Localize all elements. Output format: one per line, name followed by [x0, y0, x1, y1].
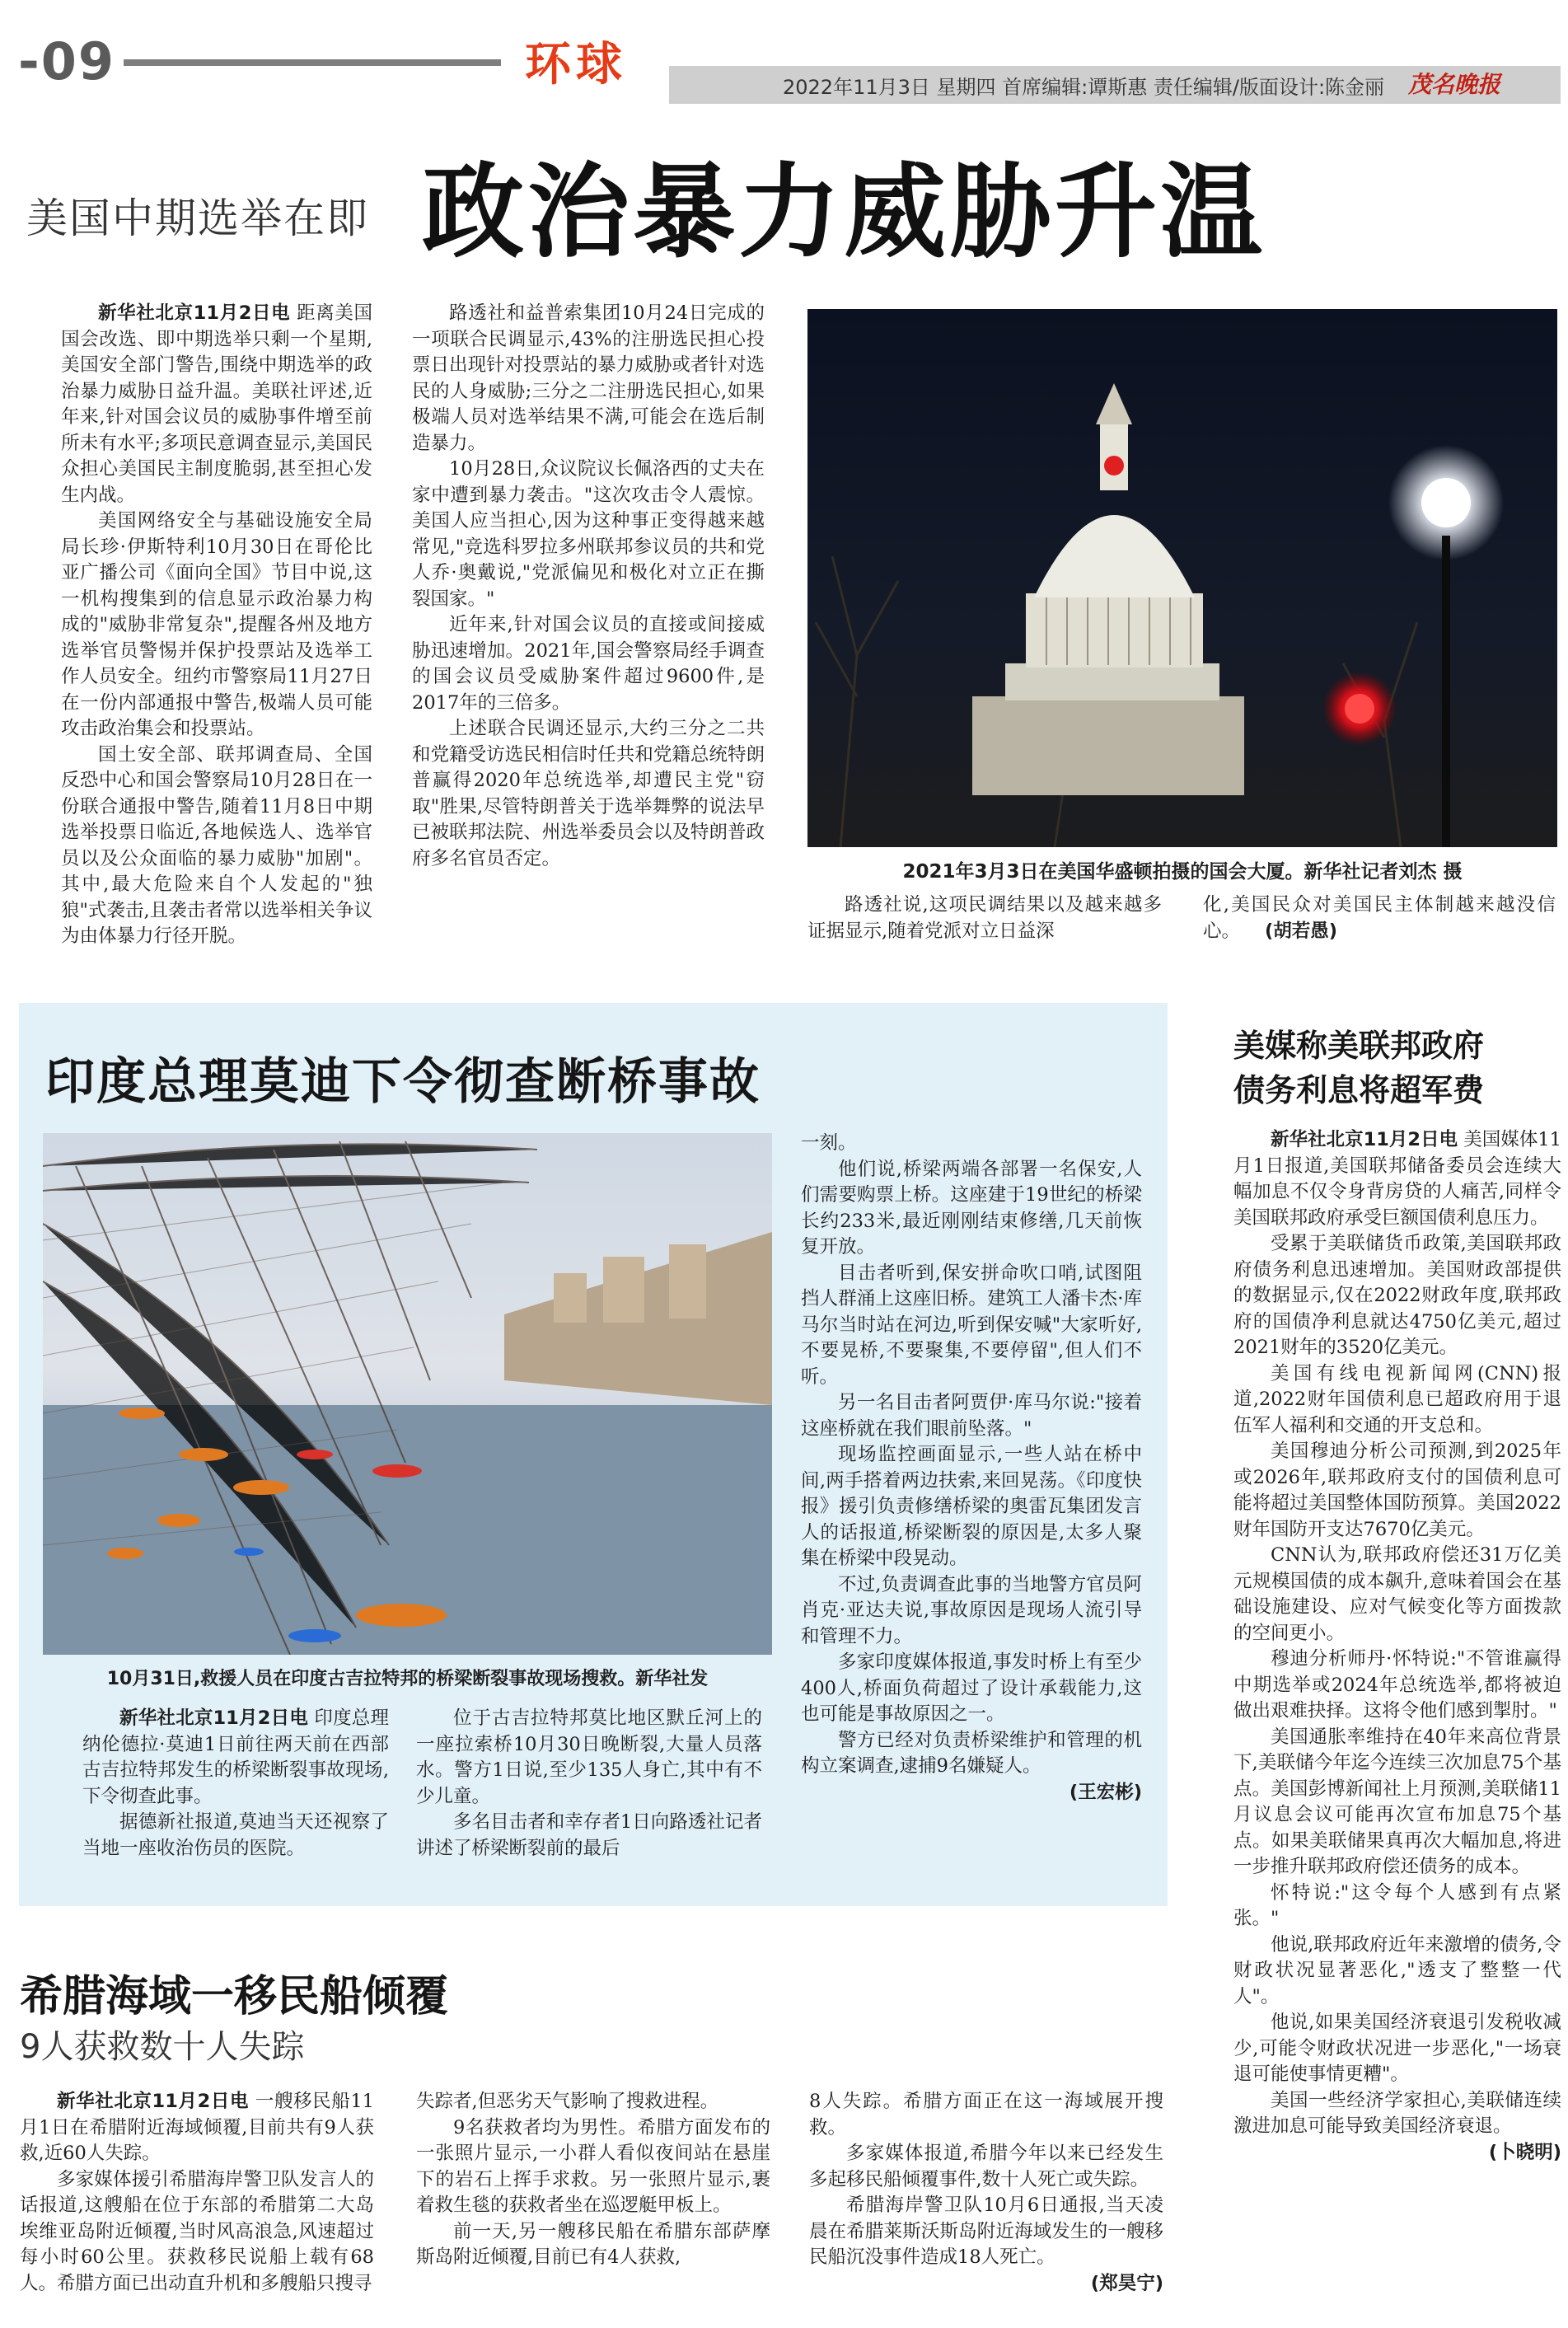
paragraph-text: 美国一些经济学家担心,美联储连续激进加息可能导致美国经济衰退。	[1233, 2089, 1561, 2137]
paragraph-text: 印度总理纳伦德拉·莫迪1日前往两天前在西部古吉拉特邦发生的桥梁断裂事故现场,下令彻查此事。	[82, 1707, 390, 1807]
india-column-3	[801, 1131, 1142, 1806]
paragraph	[1233, 1127, 1561, 1231]
paragraph	[1233, 1932, 1561, 2011]
paragraph-text: 美国媒体11月1日报道,美国联邦储备委员会连续大幅加息不仅令身背房贷的人痛苦,同样令美国联邦政府承受巨额国债利息压力。	[1233, 1129, 1561, 1229]
section-char-2: 球	[576, 38, 622, 91]
lead-column-3	[807, 892, 1162, 944]
paragraph	[412, 612, 765, 716]
paragraph	[801, 1261, 1142, 1391]
bridge-photo	[43, 1133, 772, 1655]
paragraph	[1233, 1361, 1561, 1440]
india-column-1	[82, 1706, 389, 1862]
paragraph	[416, 1706, 762, 1810]
paragraph	[809, 2141, 1163, 2193]
capitol-photo-caption: 2021年3月3日在美国华盛顿拍摄的国会大厦。新华社记者刘杰 摄	[902, 861, 1463, 883]
paragraph	[1233, 2088, 1561, 2140]
paragraph	[809, 2089, 1163, 2141]
paragraph-text: 不过,负责调查此事的当地警方官员阿肖克·亚达夫说,事故原因是现场人流引导和管理不力。	[801, 1573, 1142, 1647]
paragraph	[416, 1810, 762, 1862]
paragraph	[61, 301, 372, 508]
paragraph-text: 受累于美联储货币政策,美国联邦政府债务利息迅速增加。美国财政部提供的数据显示,仅在2022财政年度,联邦政府的国债净利息就达4750亿美元,超过2021财年的3520亿美元。	[1233, 1233, 1561, 1358]
lead-column-1	[61, 301, 372, 950]
paragraph-text: 他们说,桥梁两端各部署一名保安,人们需要购票上桥。这座建于19世纪的桥梁长约233米,最近刚刚结束修缮,几天前恢复开放。	[801, 1158, 1142, 1258]
paragraph-text: 上述联合民调还显示,大约三分之二共和党籍受访选民相信时任共和党籍总统特朗普赢得2020年总统选举,却遭民主党"窃取"胜果,尽管特朗普关于选举舞弊的说法早已被联邦法院、州选举委员会以及特朗普政府多名官员否定。	[412, 718, 765, 869]
paragraph-text: CNN认为,联邦政府偿还31万亿美元规模国债的成本飙升,意味着国会在基础设施建设、应对气候变化等方面拨款的空间更小。	[1233, 1544, 1561, 1644]
greece-column-2	[416, 2089, 770, 2271]
dateline-lede: 新华社北京11月2日电	[1271, 1129, 1458, 1150]
greece-headline: 希腊海域一移民船倾覆	[20, 1972, 449, 2021]
dateline-lede: 新华社北京11月2日电	[57, 2091, 250, 2112]
paragraph-text: 失踪者,但恶劣天气影响了搜救进程。	[416, 2091, 719, 2112]
dateline-lede: 新华社北京11月2日电	[98, 302, 291, 324]
paragraph-text: 近年来,针对国会议员的直接或间接威胁迅速增加。2021年,国会警察局经手调查的国会议员受威胁案件超过9600件,是2017年的三倍多。	[412, 614, 765, 714]
paragraph-text: 他说,联邦政府近年来激增的债务,令财政状况显著恶化,"透支了整整一代人"。	[1233, 1933, 1561, 2007]
paragraph	[412, 457, 765, 612]
paragraph	[416, 2115, 770, 2219]
paragraph-text: 距离美国国会改选、即中期选举只剩一个星期,美国安全部门警告,围绕中期选举的政治暴力威胁日益升温。美联社评述,近年来,针对国会议员的威胁事件增至前所未有水平;多项民意调查显示,美国民众担心美国民主制度脆弱,甚至担心发生内战。	[61, 302, 373, 506]
paragraph-text: 多家印度媒体报道,事发时桥上有至少400人,桥面负荷超过了设计承载能力,这也可能是事故原因之一。	[801, 1651, 1142, 1725]
newspaper-logo: 茂名晚报	[1407, 71, 1500, 98]
paragraph	[801, 1390, 1142, 1442]
lead-col4-text: 化,美国民众对美国民主体制越来越没信心。 (胡若愚)	[1203, 894, 1556, 942]
paragraph-text: 多家媒体援引希腊海岸警卫队发言人的话报道,这艘船在位于东部的希腊第二大岛埃维亚岛附近倾覆,当时风高浪急,风速超过每小时60公里。获救移民说船上载有68人。希腊方面已出动直升机和多艘船只搜寻	[20, 2168, 374, 2294]
paragraph	[412, 301, 765, 457]
paragraph-text: 位于古吉拉特邦莫比地区默丘河上的一座拉索桥10月30日晚断裂,大量人员落水。警方1日说,至少135人身亡,其中有不少儿童。	[416, 1707, 762, 1807]
lead-column-4	[1203, 892, 1556, 944]
page-number: -09	[18, 31, 116, 91]
paragraph-text: 美国网络安全与基础设施安全局局长珍·伊斯特利10月30日在哥伦比亚广播公司《面向全国》节目中说,这一机构搜集到的信息显示政治暴力构成的"威胁非常复杂",提醒各州及地方选举官员警惕并保护投票站及选举工作人员安全。纽约市警察局11月27日在一份内部通报中警告,极端人员可能攻击政治集会和投票站。	[61, 510, 372, 739]
paragraph-text: 美国有线电视新闻网(CNN)报道,2022财年国债利息已超政府用于退伍军人福利和交通的开支总和。	[1233, 1362, 1561, 1436]
greece-column-3	[809, 2089, 1163, 2297]
greece-column-1	[20, 2089, 374, 2297]
section-badge	[525, 38, 622, 92]
capitol-photo	[807, 309, 1557, 847]
us-debt-column	[1233, 1127, 1561, 2166]
paragraph-text: 警方已经对负责桥梁维护和管理的机构立案调查,逮捕9名嫌疑人。	[801, 1729, 1142, 1777]
paragraph	[801, 1442, 1142, 1572]
lead-col3-text: 路透社说,这项民调结果以及越来越多证据显示,随着党派对立日益深	[807, 894, 1162, 942]
paragraph	[20, 2167, 374, 2298]
paragraph-text: 8人失踪。希腊方面正在这一海域展开搜救。	[809, 2091, 1163, 2138]
paragraph	[20, 2089, 374, 2167]
paragraph	[82, 1706, 389, 1810]
paragraph-text: 多家媒体报道,希腊今年以来已经发生多起移民船倾覆事件,数十人死亡或失踪。	[809, 2143, 1163, 2190]
paragraph-text: 怀特说:"这令每个人感到有点紧张。"	[1233, 1881, 1561, 1929]
paragraph	[801, 1157, 1142, 1261]
paragraph-text: 一艘移民船11月1日在希腊附近海域倾覆,目前共有9人获救,近60人失踪。	[20, 2091, 374, 2164]
paragraph-text: 希腊海岸警卫队10月6日通报,当天凌晨在希腊莱斯沃斯岛附近海域发生的一艘移民船沉没事件造成18人死亡。	[809, 2195, 1163, 2268]
paragraph-text: 现场监控画面显示,一些人站在桥中间,两手搭着两边扶索,来回晃荡。《印度快报》援引负责修缮桥梁的奥雷瓦集团发言人的话报道,桥梁断裂的原因是,太多人聚集在桥梁中段晃动。	[801, 1444, 1142, 1569]
lead-kicker: 美国中期选举在即	[26, 194, 369, 242]
paragraph	[1233, 1231, 1561, 1361]
paragraph-text: 目击者听到,保安拼命吹口哨,试图阻挡人群涌上这座旧桥。建筑工人潘卡杰·库马尔当时站在河边,听到保安喊"大家听好,不要晃桥,不要聚集,不要停留",但人们不听。	[801, 1262, 1142, 1388]
paragraph-text: 多名目击者和幸存者1日向路透社记者讲述了桥梁断裂前的最后	[416, 1811, 762, 1859]
paragraph	[412, 716, 765, 872]
lead-byline: (胡若愚)	[1265, 920, 1338, 942]
capitol-illustration	[807, 309, 1557, 847]
paragraph	[801, 1572, 1142, 1651]
byline: (王宏彬)	[1069, 1781, 1142, 1803]
paragraph-text: 穆迪分析师丹·怀特说:"不管谁赢得中期选举或2024年总统选举,都将被迫做出艰难抉择。这将令他们感到掣肘。"	[1233, 1648, 1561, 1721]
bridge-photo-caption: 10月31日,救援人员在印度古吉拉特邦的桥梁断裂事故现场搜救。新华社发	[106, 1669, 709, 1689]
paragraph	[809, 2193, 1163, 2271]
india-column-2	[416, 1706, 762, 1862]
paragraph	[61, 742, 372, 950]
paragraph-text: 他说,如果美国经济衰退引发税收减少,可能令财政状况进一步恶化,"一场衰退可能使事情更糟"。	[1233, 2012, 1561, 2085]
paragraph-text: 一刻。	[801, 1132, 857, 1154]
paragraph-text: 美国穆迪分析公司预测,到2025年或2026年,联邦政府支付的国债利息可能将超过美国整体国防预算。美国2022财年国防开支达7670亿美元。	[1233, 1440, 1561, 1540]
paragraph-text: 据德新社报道,莫迪当天还视察了当地一座收治伤员的医院。	[82, 1811, 389, 1859]
paragraph-text: 路透社和益普索集团10月24日完成的一项联合民调显示,43%的注册选民担心投票日出现针对投票站的暴力威胁或者针对选民的人身威胁;三分之二注册选民担心,如果极端人员对选举结果不满,可能会在选后制造暴力。	[412, 302, 765, 454]
lead-column-2	[412, 301, 765, 872]
paragraph	[801, 1728, 1142, 1780]
us-debt-headline-line1: 美媒称美联邦政府	[1233, 1028, 1485, 1064]
paragraph-text: 另一名目击者阿贾伊·库马尔说:"接着这座桥就在我们眼前坠落。"	[801, 1392, 1142, 1440]
us-debt-headline	[1233, 1023, 1484, 1112]
paragraph-text: 9名获救者均为男性。希腊方面发布的一张照片显示,一小群人看似夜间站在悬崖下的岩石上挥手求救。另一张照片显示,裹着救生毯的获救者坐在巡逻艇甲板上。	[416, 2116, 770, 2216]
dateline-lede: 新华社北京11月2日电	[119, 1707, 309, 1729]
paragraph	[1233, 2010, 1561, 2088]
byline: (卜晓明)	[1488, 2141, 1561, 2163]
paragraph	[61, 508, 372, 742]
paragraph	[1233, 1646, 1561, 1725]
bridge-illustration	[43, 1133, 772, 1655]
paragraph	[416, 2089, 770, 2115]
paragraph-text: 国土安全部、联邦调查局、全国反恐中心和国会警察局10月28日在一份联合通报中警告,随着11月8日中期选举投票日临近,各地候选人、选举官员以及公众面临的暴力威胁"加剧"。其中,最大危险来自个人发起的"独狼"式袭击,且袭击者常以选举相关争议为由体暴力行径开脱。	[61, 743, 372, 947]
paragraph	[1233, 1543, 1561, 1646]
header-rule	[124, 59, 501, 66]
paragraph-text: 10月28日,众议院议长佩洛西的丈夫在家中遭到暴力袭击。"这次攻击令人震惊。美国人应当担心,因为这种事正变得越来越常见,"竞选科罗拉多州联邦参议员的共和党人乔·奥戴说,"党派偏见和极化对立正在撕裂国家。"	[412, 458, 765, 610]
dateline: 2022年11月3日 星期四 首席编辑:谭斯惠 责任编辑/版面设计:陈金丽	[783, 76, 1385, 99]
paragraph-text: 美国通胀率维持在40年来高位背景下,美联储今年迄今连续三次加息75个基点。美国彭博新闻社上月预测,美联储11月议息会议可能再次宣布加息75个基点。如果美联储果真再次大幅加息,将进一步推升联邦政府偿还债务的成本。	[1233, 1726, 1561, 1877]
greece-subhead: 9人获救数十人失踪	[20, 2028, 305, 2066]
paragraph	[801, 1650, 1142, 1728]
byline: (郑昊宁)	[1090, 2272, 1163, 2294]
paragraph	[1233, 1725, 1561, 1881]
paragraph-text: 前一天,另一艘移民船在希腊东部萨摩斯岛附近倾覆,目前已有4人获救,	[416, 2220, 770, 2268]
paragraph	[1233, 1439, 1561, 1543]
paragraph	[1233, 1881, 1561, 1932]
paragraph	[801, 1131, 1142, 1157]
us-debt-headline-line2: 债务利息将超军费	[1233, 1072, 1485, 1108]
paragraph	[416, 2219, 770, 2271]
india-headline: 印度总理莫迪下令彻查断桥事故	[45, 1053, 761, 1111]
lead-headline: 政治暴力威胁升温	[422, 153, 1266, 272]
paragraph	[82, 1810, 389, 1862]
section-char-1: 环	[525, 38, 571, 91]
